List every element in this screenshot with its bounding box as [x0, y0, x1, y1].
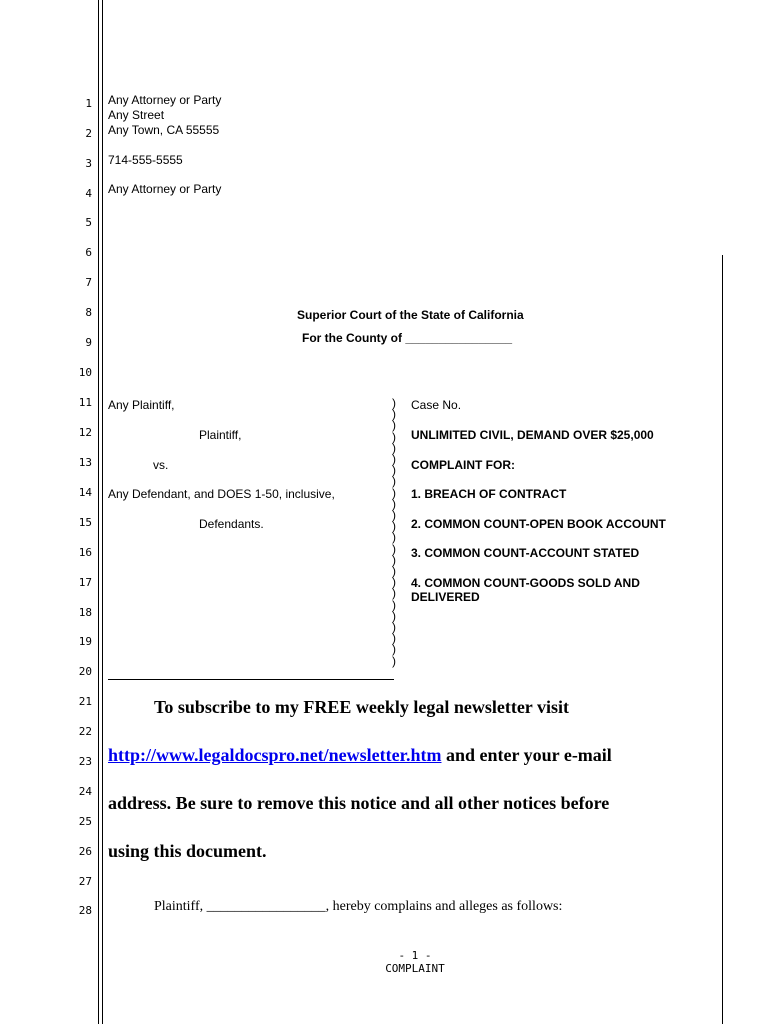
line-number: 6 — [85, 246, 92, 259]
plaintiff-name: Any Plaintiff, — [108, 398, 175, 412]
cause-of-action: 2. COMMON COUNT-OPEN BOOK ACCOUNT — [411, 517, 666, 531]
cause-of-action: 1. BREACH OF CONTRACT — [411, 487, 567, 501]
defendant-role: Defendants. — [199, 517, 264, 531]
plaintiff-role: Plaintiff, — [199, 428, 242, 442]
line-number: 1 — [85, 97, 92, 110]
line-number: 11 — [78, 396, 92, 409]
line-number: 10 — [78, 366, 92, 379]
line-number: 27 — [78, 875, 92, 888]
attorney-name: Any Attorney or Party — [108, 93, 222, 107]
line-number: 28 — [78, 904, 92, 917]
defendant-name: Any Defendant, and DOES 1-50, inclusive, — [108, 487, 335, 501]
line-number: 12 — [78, 426, 92, 439]
line-number: 13 — [78, 456, 92, 469]
newsletter-link[interactable]: http://www.legaldocspro.net/newsletter.htm — [108, 745, 442, 765]
caption-bottom-rule — [108, 679, 394, 680]
notice-line-1: To subscribe to my FREE weekly legal newsletter visit — [154, 697, 569, 717]
line-number: 24 — [78, 785, 92, 798]
versus: vs. — [153, 458, 169, 472]
line-number: 22 — [78, 725, 92, 738]
right-margin-rule — [722, 255, 723, 1024]
attorney-city: Any Town, CA 55555 — [108, 123, 220, 137]
notice-line-2-rest: and enter your e-mail — [441, 745, 612, 765]
line-number: 16 — [78, 546, 92, 559]
attorney-street: Any Street — [108, 108, 165, 122]
line-number: 21 — [78, 695, 92, 708]
line-number: 4 — [85, 187, 92, 200]
page-number: - 1 - — [398, 949, 432, 962]
document-title-footer: COMPLAINT — [385, 962, 445, 975]
line-number: 18 — [78, 606, 92, 619]
allegation-intro: Plaintiff, _________________, hereby complains and alleges as follows: — [154, 899, 563, 914]
line-number: 20 — [78, 665, 92, 678]
line-number: 8 — [85, 306, 92, 319]
line-number: 17 — [78, 576, 92, 589]
line-number: 25 — [78, 815, 92, 828]
county-line: For the County of ________________ — [302, 331, 513, 345]
notice-line-2 — [108, 745, 612, 766]
case-classification: UNLIMITED CIVIL, DEMAND OVER $25,000 — [411, 428, 654, 442]
notice-line-3: address. Be sure to remove this notice and all other notices before — [108, 793, 610, 813]
line-number: 5 — [85, 216, 92, 229]
line-number: 3 — [85, 157, 92, 170]
court-name: Superior Court of the State of California — [297, 308, 524, 322]
case-number-label: Case No. — [411, 398, 462, 412]
left-margin-rule-outer — [98, 0, 99, 1024]
complaint-for-heading: COMPLAINT FOR: — [411, 458, 515, 472]
line-number: 2 — [85, 127, 92, 140]
line-number: 19 — [78, 635, 92, 648]
line-number: 9 — [85, 336, 92, 349]
cause-of-action: 4. COMMON COUNT-GOODS SOLD AND — [411, 576, 640, 590]
cause-of-action-continued: DELIVERED — [411, 590, 480, 604]
line-number: 26 — [78, 845, 92, 858]
cause-of-action: 3. COMMON COUNT-ACCOUNT STATED — [411, 546, 640, 560]
line-number: 7 — [85, 276, 92, 289]
notice-line-4: using this document. — [108, 841, 267, 861]
attorney-phone: 714-555-5555 — [108, 153, 183, 167]
line-number: 14 — [78, 486, 92, 499]
line-number: 15 — [78, 516, 92, 529]
caption-parentheses: ) ) ) ) ) ) ) ) ) ) ) ) ) ) ) ) ) ) ) ) ) ) ) ) — [392, 396, 396, 668]
left-margin-rule-inner — [102, 0, 103, 1024]
line-number: 23 — [78, 755, 92, 768]
attorney-for: Any Attorney or Party — [108, 182, 222, 196]
